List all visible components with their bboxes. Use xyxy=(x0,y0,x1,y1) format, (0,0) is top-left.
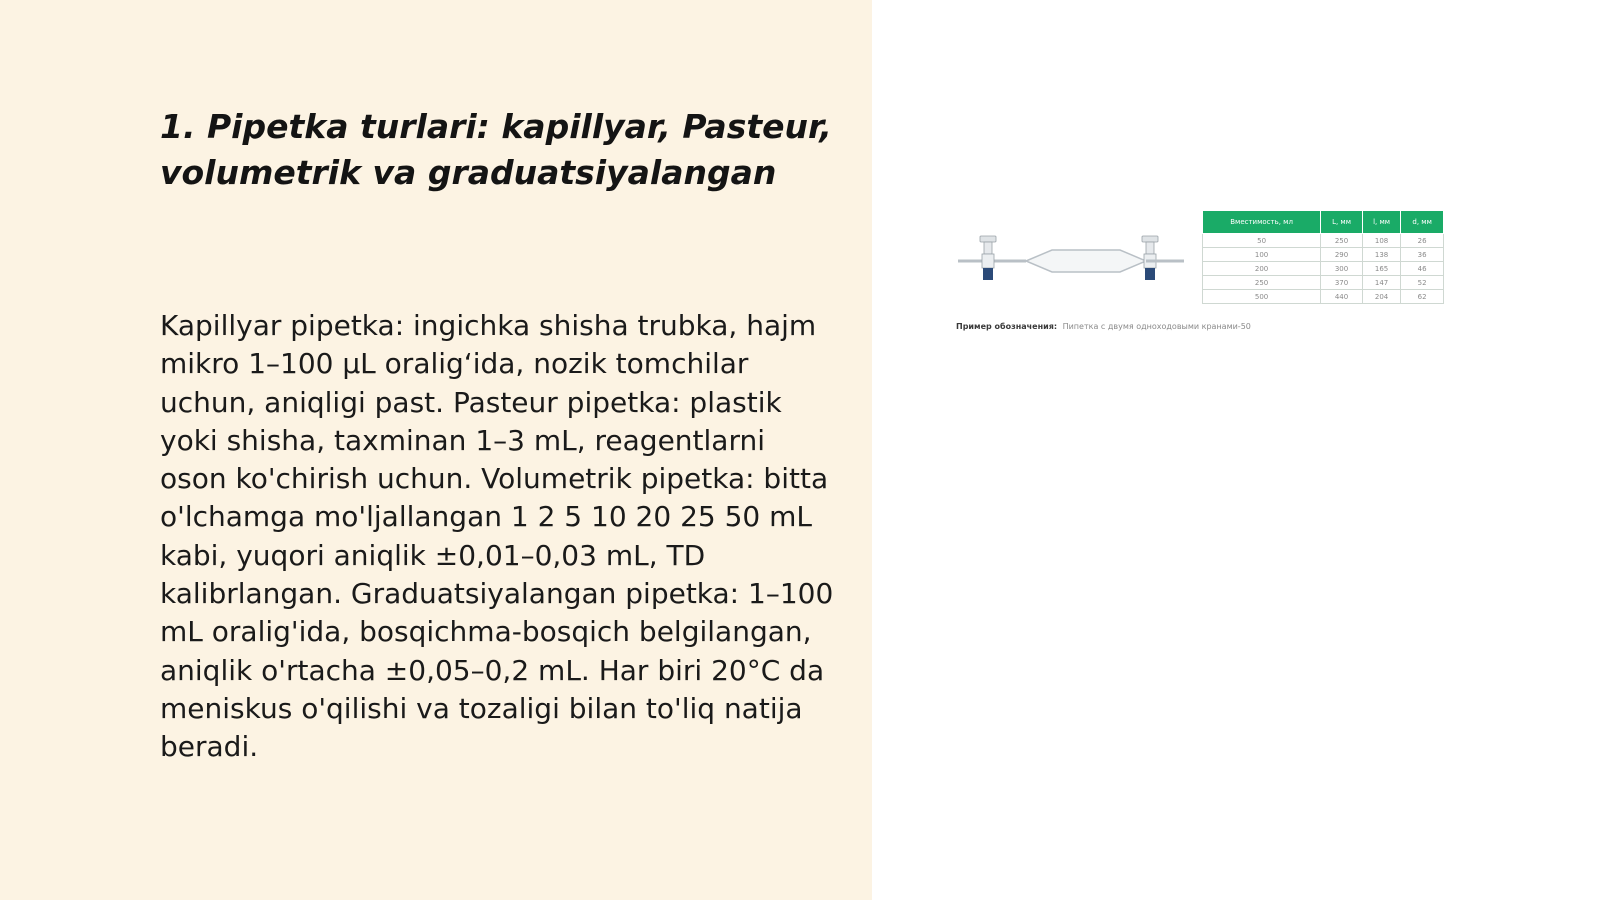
table-cell: 46 xyxy=(1401,262,1444,276)
table-row xyxy=(1203,248,1444,262)
table-cell: 26 xyxy=(1401,234,1444,248)
table-cell: 370 xyxy=(1321,276,1363,290)
table-cell: 165 xyxy=(1362,262,1400,276)
table-cell: 204 xyxy=(1362,290,1400,304)
table-row xyxy=(1203,290,1444,304)
figure-caption xyxy=(956,322,1416,331)
table-cell: 250 xyxy=(1321,234,1363,248)
table-cell: 100 xyxy=(1203,248,1321,262)
table-cell: 52 xyxy=(1401,276,1444,290)
image-panel xyxy=(872,0,1600,900)
table-cell: 108 xyxy=(1362,234,1400,248)
table-row xyxy=(1203,276,1444,290)
caption-label: Пример обозначения: xyxy=(956,322,1058,331)
table-cell: 250 xyxy=(1203,276,1321,290)
table-header-cell: L, мм xyxy=(1321,211,1363,234)
pipette-figure xyxy=(956,206,1446,336)
table-cell: 50 xyxy=(1203,234,1321,248)
table-cell: 200 xyxy=(1203,262,1321,276)
table-header-row xyxy=(1203,211,1444,234)
slide-title: 1. Pipetka turlari: kapillyar, Pasteur, volumetrik va graduatsiyalangan xyxy=(160,107,832,192)
table-cell: 138 xyxy=(1362,248,1400,262)
pipette-spec-table xyxy=(1202,210,1444,304)
table-row xyxy=(1203,262,1444,276)
table-cell: 440 xyxy=(1321,290,1363,304)
table-cell: 36 xyxy=(1401,248,1444,262)
table-header-cell: l, мм xyxy=(1362,211,1400,234)
table-cell: 147 xyxy=(1362,276,1400,290)
table-cell: 300 xyxy=(1321,262,1363,276)
table-header-cell: d, мм xyxy=(1401,211,1444,234)
gas-pipette-drawing xyxy=(956,230,1186,290)
table-cell: 290 xyxy=(1321,248,1363,262)
table-cell: 500 xyxy=(1203,290,1321,304)
table-cell: 62 xyxy=(1401,290,1444,304)
table-row xyxy=(1203,234,1444,248)
table-header-cell: Вместимость, мл xyxy=(1203,211,1321,234)
caption-text: Пипетка с двумя одноходовыми кранами-50 xyxy=(1062,322,1251,331)
slide-body-text: Kapillyar pipetka: ingichka shisha trubka, hajm mikro 1–100 µL oralig‘ida, nozik tomchilar uchun, aniqligi past. Pasteur pipetka: plastik yoki shisha, taxminan 1–3 mL, reagentlarni oson ko'chirish uchun. Volumetrik pipetka: bitta o'lchamga mo'ljallangan 1 2 5 10 20 25 50 mL kabi, yuqori aniqlik ±0,01–0,03 mL, TD kalibrlangan. Graduatsiyalangan pipetka: 1–100 mL oralig'ida, bosqichma-bosqich belgilangan, aniqlik o'rtacha ±0,05–0,2 mL. Har biri 20°C da meniskus o'qilishi va tozaligi bilan to'liq natija beradi. xyxy=(160,309,834,764)
